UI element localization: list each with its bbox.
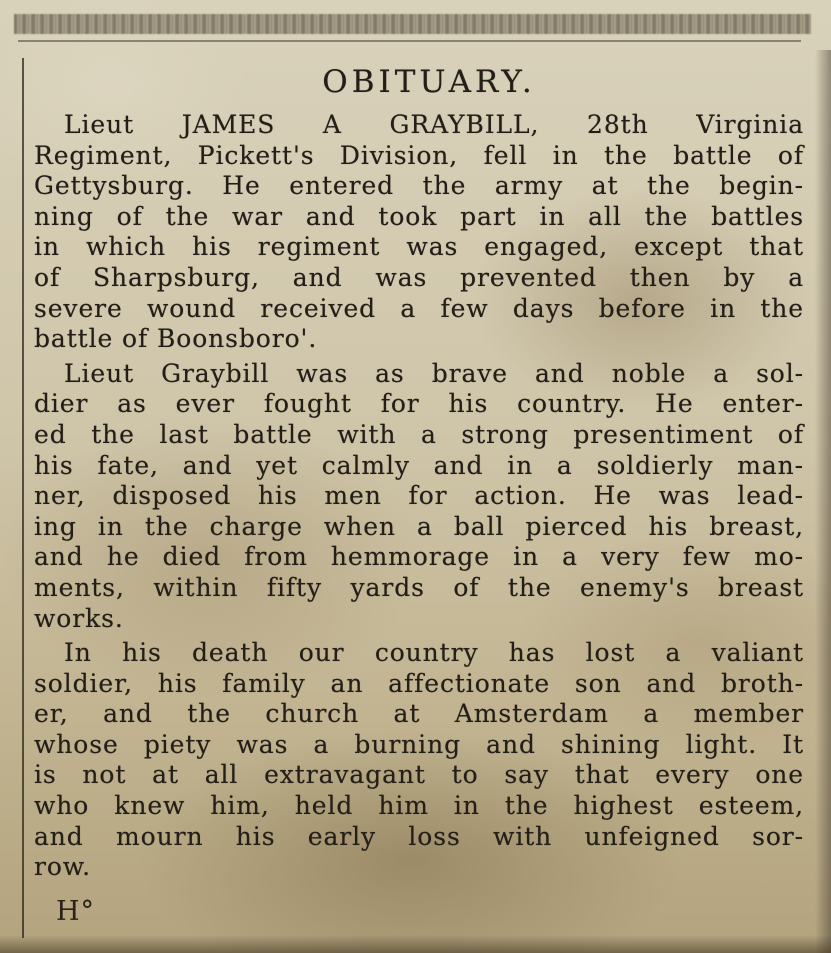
text-line: Lieut Graybill was as brave and noble a sol- <box>64 358 804 388</box>
text-line: In his death our country has lost a valiant <box>64 638 804 668</box>
text-line: ning of the war and took part in all the battles <box>34 201 804 231</box>
text-line: who knew him, held him in the highest esteem, <box>34 791 804 821</box>
text-line: in which his regiment was engaged, except that <box>34 232 804 262</box>
header-rule-line <box>18 40 801 42</box>
text-line: Lieut JAMES A GRAYBILL, 28th Virginia <box>64 110 804 139</box>
header-rule <box>14 14 811 34</box>
text-line: battle of Boonsboro'. <box>34 324 318 354</box>
article-title: OBITUARY. <box>322 64 536 100</box>
text-line: row. <box>34 852 91 882</box>
text-line: ing in the charge when a ball pierced his breast, <box>34 511 804 541</box>
column-rule <box>22 58 24 938</box>
text-line: and he died from hemmorage in a very few mo- <box>34 542 804 572</box>
author-signature: H° <box>56 896 96 927</box>
text-line: dier as ever fought for his country. He enter- <box>34 389 804 419</box>
text-line: whose piety was a burning and shining light. It <box>34 729 804 759</box>
text-line: Regiment, Pickett's Division, fell in the battle of <box>34 140 804 170</box>
torn-edge-shadow <box>815 50 831 953</box>
paragraph-1 <box>34 110 804 355</box>
bottom-edge-shadow <box>0 935 831 953</box>
text-line: and mourn his early loss with unfeigned sor- <box>34 821 804 851</box>
text-line: works. <box>34 603 124 633</box>
text-line: of Sharpsburg, and was prevented then by a <box>34 262 804 292</box>
text-line: is not at all extravagant to say that every one <box>34 760 804 790</box>
text-line: his fate, and yet calmly and in a soldierly man- <box>34 450 804 480</box>
text-line: ner, disposed his men for action. He was lead- <box>34 481 804 511</box>
paragraph-3 <box>34 638 804 883</box>
obituary-column <box>34 62 804 887</box>
text-line: ments, within fifty yards of the enemy's breast <box>34 572 804 602</box>
text-line: er, and the church at Amsterdam a member <box>34 699 804 729</box>
text-line: soldier, his family an affectionate son and broth- <box>34 668 804 698</box>
text-line: severe wound received a few days before in the <box>34 293 804 323</box>
text-line: Gettysburg. He entered the army at the begin- <box>34 171 804 201</box>
text-line: ed the last battle with a strong presentiment of <box>34 419 804 449</box>
paragraph-2 <box>34 359 804 634</box>
